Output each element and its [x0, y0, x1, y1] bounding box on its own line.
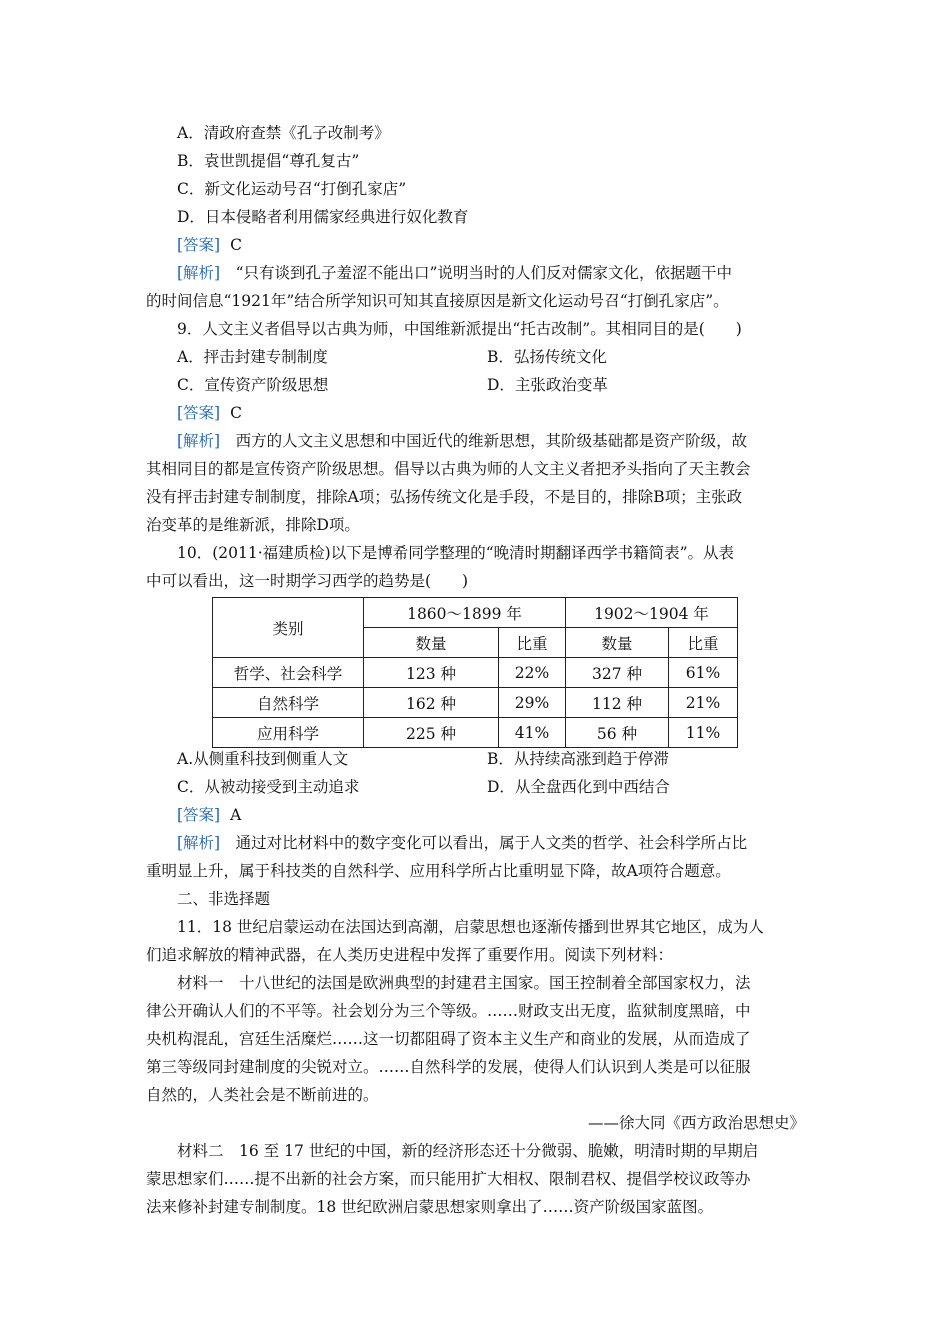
material-1-line-5: 自然的，人类社会是不断前进的。 — [146, 1086, 379, 1104]
q8-option-b: B．袁世凯提倡“尊孔复古” — [177, 152, 360, 170]
table-subheader: 比重 — [669, 628, 738, 658]
q10-stem-line-2: 中可以看出，这一时期学习西学的趋势是( ) — [146, 572, 469, 590]
table-subheader: 比重 — [499, 628, 566, 658]
q10-answer-value: A — [230, 806, 242, 824]
table-period-2: 1902～1904 年 — [566, 598, 738, 628]
material-1-line-3: 央机构混乱，宫廷生活糜烂……这一切都阻碍了资本主义生产和商业的发展，从而造成了 — [146, 1030, 751, 1048]
material-1-line-2: 律公开确认人们的不平等。社会划分为三个等级。……财政支出无度，监狱制度黑暗，中 — [146, 1002, 751, 1020]
q10-option-b: B．从持续高涨到趋于停滞 — [487, 750, 669, 768]
table-cell: 162 种 — [364, 688, 499, 718]
table-row — [213, 658, 738, 688]
table-cell: 225 种 — [364, 718, 499, 748]
q9-option-a: A．抨击封建专制制度 — [177, 348, 328, 366]
q10-answer — [177, 805, 241, 825]
table-cell: 41% — [499, 718, 566, 748]
table-cell: 22% — [499, 658, 566, 688]
q10-analysis-line-1: [解析] 通过对比材料中的数字变化可以看出，属于人文类的哲学、社会科学所占比 — [177, 834, 748, 852]
table-cell: 29% — [499, 688, 566, 718]
q9-analysis-line-2: 其相同目的都是宣传资产阶级思想。倡导以古典为师的人文主义者把矛头指向了天主教会 — [146, 460, 751, 478]
q9-analysis-line-4: 治变革的是维新派，排除D项。 — [146, 516, 360, 534]
q9-answer — [177, 403, 242, 423]
q9-option-d: D．主张政治变革 — [487, 376, 608, 394]
table-subheader: 数量 — [364, 628, 499, 658]
answer-label: [答案] — [177, 806, 221, 824]
q9-analysis-line-3: 没有抨击封建专制制度，排除A项；弘扬传统文化是手段，不是目的，排除B项；主张政 — [146, 488, 743, 506]
q10-option-d: D．从全盘西化到中西结合 — [487, 778, 670, 796]
table-row — [213, 688, 738, 718]
table-cell: 61% — [669, 658, 738, 688]
q10-analysis-line-2: 重明显上升，属于科技类的自然科学、应用科学所占比重明显下降，故A项符合题意。 — [146, 862, 731, 880]
q9-stem: 9．人文主义者倡导以古典为师，中国维新派提出“托古改制”。其相同目的是( ) — [177, 320, 742, 338]
q8-option-a: A．清政府查禁《孔子改制考》 — [177, 124, 390, 142]
material-1-source: ——徐大同《西方政治思想史》 — [587, 1114, 805, 1132]
q11-stem-line-1: 11．18 世纪启蒙运动在法国达到高潮，启蒙思想也逐渐传播到世界其它地区，成为人 — [177, 918, 764, 936]
table-corner: 类别 — [213, 598, 364, 658]
q8-analysis-line-1: [解析] “只有谈到孔子羞涩不能出口”说明当时的人们反对儒家文化，依据题干中 — [177, 264, 732, 282]
q8-answer-value: C — [230, 236, 242, 254]
data-table — [212, 597, 738, 748]
q9-option-b: B．弘扬传统文化 — [487, 348, 607, 366]
table-cell-category: 自然科学 — [213, 688, 364, 718]
table-cell: 123 种 — [364, 658, 499, 688]
q8-option-c: C．新文化运动号召“打倒孔家店” — [177, 180, 407, 198]
table-cell: 21% — [669, 688, 738, 718]
section-heading: 二、非选择题 — [177, 890, 271, 908]
q9-answer-value: C — [230, 404, 242, 422]
table-subheader: 数量 — [566, 628, 669, 658]
material-2-line-3: 法来修补封建专制制度。18 世纪欧洲启蒙思想家则拿出了……资产阶级国家蓝图。 — [146, 1198, 714, 1216]
table-cell: 56 种 — [566, 718, 669, 748]
q10-stem-line-1: 10．(2011·福建质检)以下是博希同学整理的“晚清时期翻译西学书籍简表”。从表 — [177, 544, 735, 562]
material-2-line-2: 蒙思想家们……提不出新的社会方案，而只能用扩大相权、限制君权、提倡学校议政等办 — [146, 1170, 751, 1188]
table-cell: 112 种 — [566, 688, 669, 718]
table-cell: 327 种 — [566, 658, 669, 688]
answer-label: [答案] — [177, 236, 221, 254]
table-cell: 11% — [669, 718, 738, 748]
material-1-line-1: 材料一 十八世纪的法国是欧洲典型的封建君主国家。国王控制着全部国家权力，法 — [177, 974, 751, 992]
q9-option-c: C．宣传资产阶级思想 — [177, 376, 329, 394]
answer-label: [答案] — [177, 404, 221, 422]
q10-option-a: A.从侧重科技到侧重人文 — [177, 750, 349, 768]
analysis-label: [解析] — [177, 834, 221, 852]
table-row — [213, 718, 738, 748]
q8-option-d: D．日本侵略者利用儒家经典进行奴化教育 — [177, 208, 469, 226]
material-2-line-1: 材料二 16 至 17 世纪的中国，新的经济形态还十分微弱、脆嫩，明清时期的早期启 — [177, 1142, 759, 1160]
analysis-label: [解析] — [177, 432, 221, 450]
q11-stem-line-2: 们追求解放的精神武器，在人类历史进程中发挥了重要作用。阅读下列材料： — [146, 946, 674, 964]
q8-analysis-line-2: 的时间信息“1921年”结合所学知识可知其直接原因是新文化运动号召“打倒孔家店”。 — [146, 292, 729, 310]
table-cell-category: 应用科学 — [213, 718, 364, 748]
analysis-label: [解析] — [177, 264, 221, 282]
table-period-1: 1860～1899 年 — [364, 598, 566, 628]
material-1-line-4: 第三等级同封建制度的尖锐对立。……自然科学的发展，使得人们认识到人类是可以征服 — [146, 1058, 751, 1076]
q8-answer — [177, 235, 242, 255]
table-cell-category: 哲学、社会科学 — [213, 658, 364, 688]
q9-analysis-line-1: [解析] 西方的人文主义思想和中国近代的维新思想，其阶级基础都是资产阶级，故 — [177, 432, 748, 450]
q10-option-c: C．从被动接受到主动追求 — [177, 778, 360, 796]
